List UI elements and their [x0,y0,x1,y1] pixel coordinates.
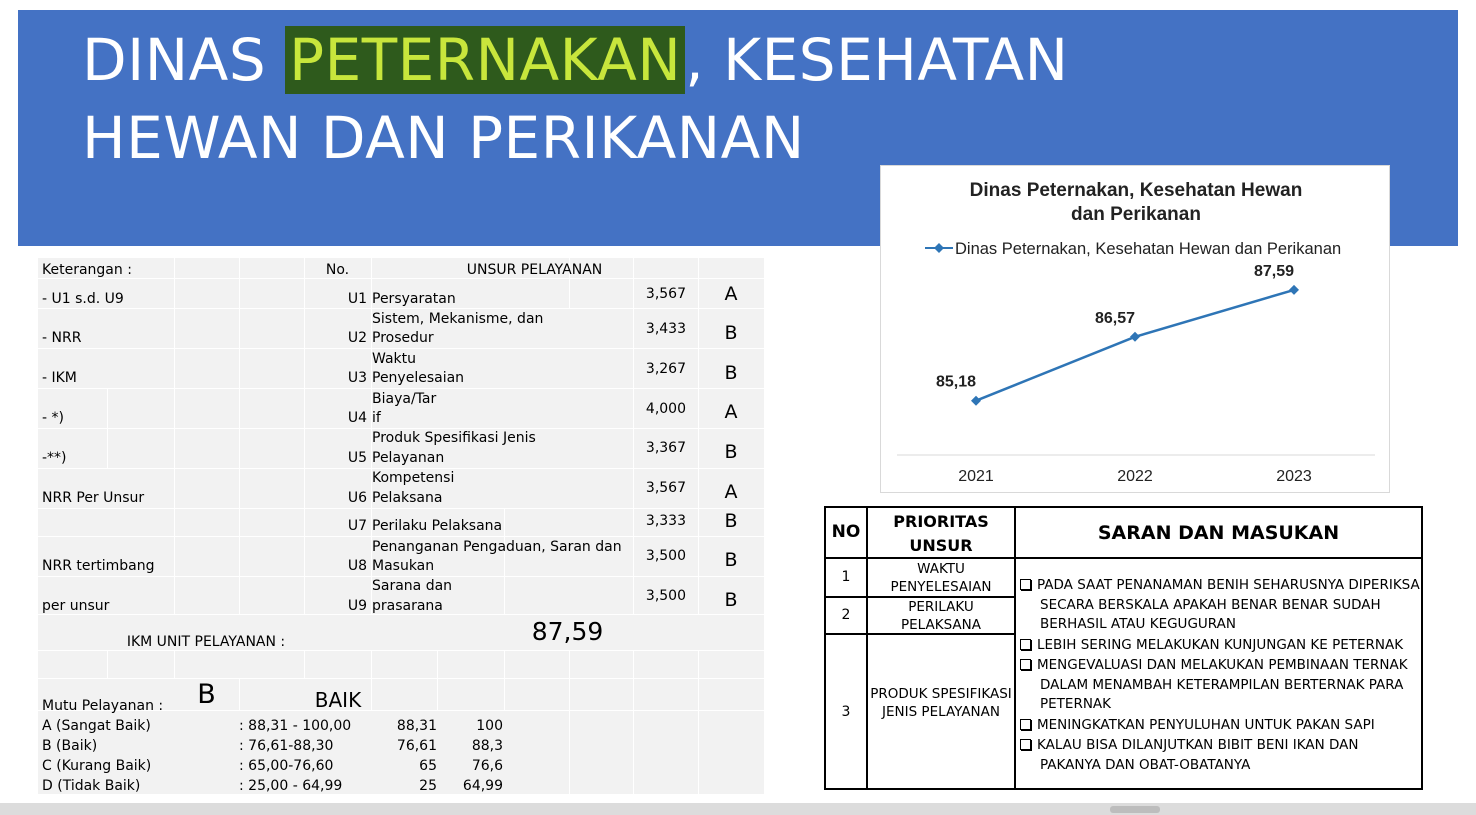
scale-b-high: 88,3 [471,738,503,754]
scale-a-high: 100 [476,718,503,734]
row-u8-mutu: B [724,549,738,571]
header-unsur-pelayanan: UNSUR PELAYANAN [466,262,603,278]
row-u5-unsur-line1: Produk Spesifikasi Jenis [372,430,536,446]
row-u4-unsur-line2: if [372,410,381,426]
row-u4-no: U4 [347,410,367,426]
scale-b-label: B (Baik) [42,738,98,754]
scale-b-low: 76,61 [396,738,437,754]
saran-item-4 [1020,716,1422,736]
row-u6-no: U6 [347,490,367,506]
horizontal-scrollbar[interactable] [0,803,1476,815]
data-label-2022: 86,57 [1094,309,1136,327]
prio-row-1-no: 1 [841,569,851,585]
prio-row-3-no: 3 [841,704,851,720]
x-tick-2022: 2022 [1117,468,1153,485]
row-u7-mutu: B [724,510,738,532]
row-u5-unsur-line2: Pelayanan [372,450,445,466]
row-u2-no: U2 [347,330,367,346]
saran-item-1-text: PADA SAAT PENANAMAN BENIH SEHARUSNYA DIPERIKSA SECARA BERSKALA APAKAH BENAR BENAR SUDAH BERHASIL ATAU KEGUGURAN [1037,577,1420,632]
row-u2-nilai: 3,433 [645,321,686,337]
scale-c-high: 76,6 [471,758,503,774]
scale-b-range: : 76,61-88,30 [239,738,334,754]
saran-list [1020,576,1422,775]
slide-title-line-2: HEWAN DAN PERIKANAN [82,104,805,172]
ikm-value: 87,59 [531,617,604,646]
checkbox-bullet-icon [1020,659,1031,670]
ikm-spreadsheet [38,258,764,794]
row-u8-unsur-line2: Masukan [372,558,435,574]
row-u4-keterangan: - *) [42,410,64,426]
saran-item-2 [1020,636,1422,656]
scale-a-low: 88,31 [396,718,437,734]
row-u8-keterangan: NRR tertimbang [42,558,155,574]
row-u1-no: U1 [347,291,367,307]
saran-item-1 [1020,576,1422,635]
row-u9-unsur-line2: prasarana [372,598,443,614]
scale-a-label: A (Sangat Baik) [42,718,151,734]
scale-d-low: 25 [419,778,437,794]
row-u1-unsur: Persyaratan [372,291,456,307]
row-u7-unsur: Perilaku Pelaksana [372,518,503,534]
row-u1-mutu: A [724,283,738,305]
row-u2-unsur-line2: Prosedur [372,330,434,346]
row-u3-unsur-line1: Waktu [372,351,416,367]
checkbox-bullet-icon [1020,579,1031,590]
row-u6-unsur-line1: Kompetensi [372,470,455,486]
row-u3-no: U3 [347,370,367,386]
prio-row-1-unsur: WAKTU PENYELESAIAN [890,561,992,595]
saran-item-3-text: MENGEVALUASI DAN MELAKUKAN PEMBINAAN TERNAK DALAM MENAMBAH KETERAMPILAN BERTERNAK PARA PETERNAK [1037,657,1408,712]
row-u6-unsur-line2: Pelaksana [372,490,443,506]
title-highlight: PETERNAKAN [285,26,685,94]
prio-row-2-no: 2 [841,607,851,623]
chart-title-line-1: Dinas Peternakan, Kesehatan Hewan [969,180,1303,201]
x-tick-2023: 2023 [1276,468,1312,485]
scale-c-label: C (Kurang Baik) [42,758,152,774]
col-prioritas-header: PRIORITAS UNSUR [893,512,989,555]
data-label-2021: 85,18 [935,373,977,391]
ikm-label: IKM UNIT PELAYANAN : [126,634,286,650]
header-keterangan: Keterangan : [42,262,132,278]
row-u9-mutu: B [724,589,738,611]
row-u2-keterangan: - NRR [42,330,82,346]
row-u2-unsur-line1: Sistem, Mekanisme, dan [372,311,544,327]
mutu-grade: B [197,679,216,710]
header-no: No. [325,262,350,278]
row-u1-keterangan: - U1 s.d. U9 [42,291,124,307]
row-u9-keterangan: per unsur [42,598,110,614]
col-saran-header: SARAN DAN MASUKAN [1097,522,1340,544]
scale-c-range: : 65,00-76,60 [239,758,334,774]
row-u6-keterangan: NRR Per Unsur [42,490,145,506]
prio-row-3-unsur: PRODUK SPESIFIKASI JENIS PELAYANAN [870,686,1012,720]
row-u8-unsur-line1: Penanganan Pengaduan, Saran dan [372,539,622,555]
legend-label: Dinas Peternakan, Kesehatan Hewan dan Perikanan [955,240,1342,258]
row-u5-no: U5 [347,450,367,466]
row-u8-nilai: 3,500 [645,548,686,564]
legend-marker [934,243,944,253]
saran-item-2-text: LEBIH SERING MELAKUKAN KUNJUNGAN KE PETERNAK [1037,636,1404,653]
row-u1-nilai: 3,567 [645,286,686,302]
scale-c-low: 65 [419,758,437,774]
x-tick-2021: 2021 [958,468,994,485]
mutu-text: BAIK [314,688,362,712]
row-u9-unsur-line1: Sarana dan [372,578,453,594]
saran-item-5 [1020,736,1422,775]
scale-a-range: : 88,31 - 100,00 [239,718,352,734]
row-u2-mutu: B [724,322,738,344]
row-u4-mutu: A [724,401,738,423]
row-u6-nilai: 3,567 [645,480,686,496]
chart-title-line-2: dan Perikanan [1071,204,1201,225]
title-part-2: , KESEHATAN [685,26,1069,94]
saran-item-3 [1020,656,1422,715]
row-u3-nilai: 3,267 [645,361,686,377]
title-part-1: DINAS [82,26,286,94]
saran-item-4-text: MENINGKATKAN PENYULUHAN UNTUK PAKAN SAPI [1037,716,1375,733]
row-u7-no: U7 [347,518,367,534]
row-u9-no: U9 [347,598,367,614]
col-no-header: NO [831,522,861,542]
row-u3-keterangan: - IKM [42,370,77,386]
checkbox-bullet-icon [1020,719,1031,730]
row-u6-mutu: A [724,481,738,503]
row-u4-unsur-line1: Biaya/Tar [372,391,437,407]
row-u4-nilai: 4,000 [645,401,686,417]
row-u5-mutu: B [724,441,738,463]
saran-item-5-text: KALAU BISA DILANJUTKAN BIBIT BENI IKAN DAN PAKANYA DAN OBAT-OBATANYA [1037,737,1359,773]
checkbox-bullet-icon [1020,739,1031,750]
row-u3-unsur-line2: Penyelesaian [372,370,465,386]
scale-d-label: D (Tidak Baik) [42,778,141,794]
priority-table [824,506,1423,790]
row-u8-no: U8 [347,558,367,574]
prio-row-2-unsur: PERILAKU PELAKSANA [901,599,981,633]
slide-title-line-1 [82,26,1069,94]
series-line [976,290,1294,401]
data-point-2022 [1130,332,1140,342]
data-point-2023 [1289,285,1299,295]
scrollbar-thumb[interactable] [1110,806,1160,813]
scale-d-range: : 25,00 - 64,99 [239,778,343,794]
row-u7-nilai: 3,333 [645,513,686,529]
mutu-label: Mutu Pelayanan : [42,698,164,714]
row-u3-mutu: B [724,362,738,384]
scale-d-high: 64,99 [462,778,503,794]
row-u5-keterangan: -**) [42,450,67,466]
row-u9-nilai: 3,500 [645,588,686,604]
checkbox-bullet-icon [1020,639,1031,650]
data-label-2023: 87,59 [1253,262,1295,280]
plot-area [936,263,1312,485]
ikm-line-chart [880,165,1390,493]
data-point-2021 [971,396,981,406]
chart-svg [881,166,1391,494]
row-u5-nilai: 3,367 [645,440,686,456]
